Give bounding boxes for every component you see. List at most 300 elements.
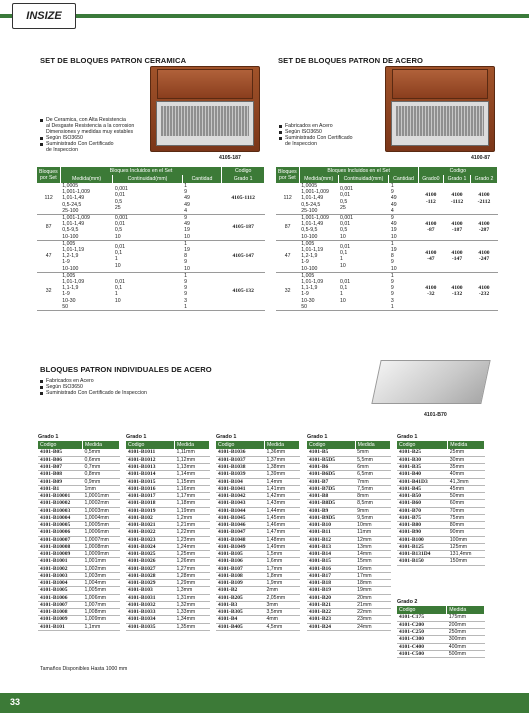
- order-code: 4105-132: [222, 272, 265, 310]
- header-band: [0, 14, 529, 18]
- cell-line: 1: [184, 183, 187, 189]
- table-row: [38, 471, 120, 478]
- cell-line: 9: [184, 285, 187, 292]
- block-code: 4101-B07: [38, 464, 82, 471]
- block-size: 17mm: [355, 572, 390, 579]
- table-row: [307, 623, 391, 630]
- table-row: [216, 594, 300, 601]
- block-code: 4101-B8: [307, 493, 355, 500]
- block-code: 4101-C175: [397, 614, 447, 621]
- table-row: [38, 536, 120, 543]
- cell-line: 9: [390, 189, 394, 196]
- block-code: 4101-B1: [38, 485, 82, 492]
- cell-line: 1,005: [62, 272, 76, 279]
- cell-line: 10-100: [301, 233, 318, 240]
- block-size: 0,6mm: [82, 456, 119, 463]
- block-code: 4101-B1029: [126, 580, 174, 587]
- block-code: 4101-B1022: [126, 529, 174, 536]
- continuity-cell: [338, 215, 389, 241]
- table-row: [126, 456, 210, 463]
- block-size: 250mm: [447, 629, 485, 636]
- cell-line: 4: [184, 207, 187, 214]
- measure-cell: [60, 183, 113, 215]
- table-row: [126, 522, 210, 529]
- cell-line: 9: [390, 279, 394, 286]
- block-size: 1,0009mm: [82, 551, 119, 558]
- measure-cell: [299, 183, 338, 215]
- block-size: 12mm: [355, 536, 390, 543]
- table-row: [38, 522, 120, 529]
- cell-line: 0,01: [114, 221, 126, 228]
- cell-line: 10-100: [62, 233, 79, 240]
- table-row: [126, 485, 210, 492]
- block-code: 4101-B80: [397, 522, 448, 529]
- ceramic-image-code: 4105-187: [219, 155, 241, 161]
- cell-line: 0,01: [340, 279, 351, 286]
- cell-line: 0,001: [114, 186, 128, 193]
- block-code: 4101-B45: [397, 485, 448, 492]
- table-row: [38, 478, 120, 485]
- table-row: [38, 587, 120, 594]
- block-size: 1,7mm: [264, 565, 299, 572]
- table-row: [307, 529, 391, 536]
- block-size: 40mm: [448, 471, 485, 478]
- table-row: [307, 551, 391, 558]
- block-size: 1,32mm: [174, 601, 209, 608]
- gauge-block-table: [397, 606, 485, 658]
- table-row: [38, 558, 120, 565]
- cell-line: 10: [114, 262, 121, 269]
- table-row: [216, 616, 300, 623]
- block-code: 4101-B108: [216, 572, 264, 579]
- table-row: [216, 601, 300, 608]
- table-row: [126, 536, 210, 543]
- order-code: 4100 -132: [444, 272, 471, 310]
- block-size: 14mm: [355, 551, 390, 558]
- block-size: 70mm: [448, 507, 485, 514]
- block-size: 90mm: [448, 529, 485, 536]
- grade-header: Grado 1: [444, 175, 471, 183]
- cell-line: 1-9: [301, 259, 309, 266]
- table-row: [216, 551, 300, 558]
- block-code: 4101-B1026: [126, 558, 174, 565]
- table-row: [38, 543, 120, 550]
- cell-line: 25: [114, 204, 121, 211]
- steel-title: SET DE BLOQUES PATRON DE ACERO: [278, 56, 424, 65]
- cell-line: 0,5-24,5: [62, 201, 82, 208]
- table-row: [38, 456, 120, 463]
- cell-line: 0,5: [340, 198, 348, 205]
- order-code: 4100 -47: [418, 240, 443, 272]
- table-row: [397, 449, 485, 456]
- block-size: 0,7mm: [82, 464, 119, 471]
- block-size: 1mm: [82, 485, 119, 492]
- block-size: 16mm: [355, 565, 390, 572]
- table-row: [216, 478, 300, 485]
- block-size: 1,19mm: [174, 507, 209, 514]
- code-header: Codigo: [307, 441, 355, 449]
- cell-line: 1,005: [62, 240, 76, 247]
- table-row: [216, 623, 300, 630]
- block-size: 1,43mm: [264, 500, 299, 507]
- block-size: 25mm: [448, 449, 485, 456]
- set-count: 47: [37, 240, 60, 272]
- feature-item: de Inspeccion: [46, 147, 79, 154]
- block-code: 4101-B101: [38, 623, 82, 630]
- block-size: 2mm: [264, 587, 299, 594]
- table-row: [397, 650, 485, 657]
- footnote: Tamaños Disponibles Hasta 1000 mm: [40, 666, 128, 672]
- table-row: [216, 507, 300, 514]
- set-count: 87: [37, 215, 60, 241]
- table-row: [126, 500, 210, 507]
- cell-line: 0,01: [340, 221, 351, 228]
- block-code: 4101-B1048: [216, 536, 264, 543]
- block-size: 1,5mm: [264, 551, 299, 558]
- cell-line: 0,001: [114, 215, 128, 222]
- set-row: [276, 272, 498, 310]
- cell-line: 1: [390, 183, 394, 189]
- blocks-per-set-header: Bloques por Set: [37, 167, 60, 183]
- cell-line: 1,005: [301, 272, 315, 279]
- block-code: 4101-B10005: [38, 522, 82, 529]
- table-row: [38, 449, 120, 456]
- block-code: 4101-B205: [216, 594, 264, 601]
- table-row: [126, 616, 210, 623]
- table-row: [38, 464, 120, 471]
- cell-line: 10-100: [301, 265, 318, 272]
- table-row: [126, 551, 210, 558]
- block-size: 400mm: [447, 643, 485, 650]
- block-size: 1,008mm: [82, 609, 119, 616]
- block-size: 175mm: [447, 614, 485, 621]
- table-row: [38, 551, 120, 558]
- table-row: [397, 558, 485, 565]
- block-size: 0,5mm: [82, 449, 119, 456]
- cell-line: 49: [184, 201, 190, 208]
- block-code: 4101-B1007: [38, 601, 82, 608]
- table-row: [216, 449, 300, 456]
- block-code: 4101-B75: [397, 514, 448, 521]
- table-row: [307, 616, 391, 623]
- cell-line: 0,1: [114, 250, 123, 257]
- block-size: 1,25mm: [174, 551, 209, 558]
- block-code: 4101-B10007: [38, 536, 82, 543]
- measure-header: Medida: [447, 606, 485, 614]
- table-row: [216, 485, 300, 492]
- cell-line: 1-9: [62, 259, 70, 266]
- table-row: [126, 609, 210, 616]
- block-code: 4101-B30: [397, 456, 448, 463]
- included-header: Bloques Incluidos en el Set: [60, 167, 222, 175]
- cell-line: 1,01-1,09: [62, 279, 85, 286]
- block-size: 1,28mm: [174, 572, 209, 579]
- table-row: [38, 500, 120, 507]
- table-row: [216, 587, 300, 594]
- block-code: 4101-B09: [38, 478, 82, 485]
- table-row: [38, 507, 120, 514]
- table-row: [397, 464, 485, 471]
- continuity-cell: [113, 183, 182, 215]
- block-size: 1,007mm: [82, 601, 119, 608]
- cell-line: 1: [390, 303, 394, 310]
- cell-line: 0,01: [340, 192, 351, 199]
- cell-line: 49: [184, 195, 190, 202]
- block-size: 1,37mm: [264, 456, 299, 463]
- order-code: 4100 -2112: [470, 183, 497, 215]
- block-size: 20mm: [355, 594, 390, 601]
- block-size: 1,002mm: [82, 565, 119, 572]
- measure-cell: [60, 240, 113, 272]
- cell-line: 1,1-1,9: [62, 285, 79, 292]
- block-size: 1,6mm: [264, 558, 299, 565]
- order-code: 4100 -1112: [444, 183, 471, 215]
- cell-line: 10: [390, 265, 397, 272]
- block-code: 4101-C250: [397, 629, 447, 636]
- block-code: 4101-B3: [216, 601, 264, 608]
- table-row: [38, 616, 120, 623]
- set-count: 32: [276, 272, 299, 310]
- block-code: 4101-B1011: [126, 449, 174, 456]
- block-code: 4101-B1023: [126, 536, 174, 543]
- cell-line: 10: [340, 297, 346, 304]
- cell-line: 0,1: [340, 250, 348, 257]
- block-size: 1,4mm: [264, 478, 299, 485]
- block-code: 4101-B1019: [126, 507, 174, 514]
- cell-line: 1: [114, 256, 118, 263]
- block-size: 7,5mm: [355, 485, 390, 492]
- cell-line: 1: [340, 256, 343, 263]
- table-row: [216, 464, 300, 471]
- block-code: 4101-B1001: [38, 558, 82, 565]
- measure-cell: [60, 215, 113, 241]
- table-row: [216, 536, 300, 543]
- cell-line: 19: [390, 247, 397, 254]
- block-code: 4101-B60: [397, 500, 448, 507]
- table-row: [307, 464, 391, 471]
- block-code: 4101-B10006: [38, 529, 82, 536]
- table-row: [216, 580, 300, 587]
- feature-item: Según ISO3650: [279, 129, 352, 135]
- block-code: 4101-B10008: [38, 543, 82, 550]
- block-code: 4101-B1042: [216, 493, 264, 500]
- block-size: 1,0001mm: [82, 493, 119, 500]
- table-row: [307, 471, 391, 478]
- cell-line: 1,01-1,49: [62, 221, 85, 228]
- block-code: 4101-B1017: [126, 493, 174, 500]
- feature-item: Según ISO3650: [40, 135, 134, 141]
- block-size: 1,0005mm: [82, 522, 119, 529]
- cell-line: 0,01: [340, 243, 351, 250]
- block-size: 1,26mm: [174, 558, 209, 565]
- table-row: [397, 471, 485, 478]
- footer-bar: [0, 693, 529, 713]
- feature-item: Fabricados en Acero: [40, 378, 147, 384]
- block-code: 4101-B1024: [126, 543, 174, 550]
- block-size: 4mm: [264, 616, 299, 623]
- cell-line: 1,001-1,009: [301, 215, 329, 222]
- block-code: 4101-B1034: [126, 616, 174, 623]
- block-code: 4101-B1049: [216, 543, 264, 550]
- feature-item: De Ceramica, con Alta Resistencia: [40, 117, 134, 123]
- block-code: 4101-B1036: [216, 449, 264, 456]
- cell-line: 1: [184, 303, 187, 310]
- code-header: Codigo: [216, 441, 264, 449]
- block-size: 1,48mm: [264, 536, 299, 543]
- block-code: 4101-B4: [216, 616, 264, 623]
- block-code: 4101-B1037: [216, 456, 264, 463]
- table-row: [38, 601, 120, 608]
- block-size: 1,39mm: [264, 471, 299, 478]
- table-row: [307, 587, 391, 594]
- block-size: 1,0006mm: [82, 529, 119, 536]
- table-row: [397, 551, 485, 558]
- table-row: [216, 529, 300, 536]
- table-row: [397, 514, 485, 521]
- quantity-cell: [182, 215, 222, 241]
- cell-line: 10-30: [301, 297, 315, 304]
- grade-header: Grado 1: [222, 175, 265, 183]
- block-size: 1,8mm: [264, 572, 299, 579]
- table-row: [307, 565, 391, 572]
- cell-line: 1: [184, 240, 187, 247]
- block-code: 4101-B13: [307, 543, 355, 550]
- table-row: [126, 478, 210, 485]
- block-code: 4101-B06: [38, 456, 82, 463]
- cell-line: 19: [390, 227, 397, 234]
- cell-line: 49: [390, 221, 397, 228]
- block-size: 1,18mm: [174, 500, 209, 507]
- table-row: [216, 609, 300, 616]
- grade-header: Grado0: [418, 175, 443, 183]
- quantity-cell: [389, 240, 418, 272]
- grade-label: Grado 1: [216, 434, 237, 440]
- block-code: 4101-B1032: [126, 601, 174, 608]
- block-size: 0,8mm: [82, 471, 119, 478]
- table-row: [38, 580, 120, 587]
- cell-line: 1,001-1,009: [62, 189, 90, 196]
- cell-line: 0,5: [114, 198, 123, 205]
- table-row: [126, 601, 210, 608]
- block-size: 1,29mm: [174, 580, 209, 587]
- block-code: 4101-B15: [307, 558, 355, 565]
- feature-item: Fabricados en Acero: [279, 123, 352, 129]
- block-code: 4101-B1012: [126, 456, 174, 463]
- block-code: 4101-B104: [216, 478, 264, 485]
- cell-line: 9: [390, 215, 394, 222]
- set-row: [276, 183, 498, 215]
- cell-line: 25-100: [301, 207, 318, 214]
- block-size: 1,0004mm: [82, 514, 119, 521]
- block-code: 4101-B24: [307, 623, 355, 630]
- insize-logo: INSIZE: [12, 3, 76, 29]
- block-code: 4101-B103: [126, 587, 174, 594]
- cell-line: 1: [340, 291, 343, 298]
- table-row: [38, 485, 120, 492]
- block-code: 4101-B40: [397, 471, 448, 478]
- set-count: 87: [276, 215, 299, 241]
- code-header: Codigo: [38, 441, 82, 449]
- block-size: 500mm: [447, 650, 485, 657]
- cell-line: 9: [184, 259, 187, 266]
- table-row: [126, 507, 210, 514]
- block-code: 4101-B18: [307, 580, 355, 587]
- steel-sets-table: [276, 167, 498, 311]
- block-code: 4101-B1004: [38, 580, 82, 587]
- table-row: [397, 529, 485, 536]
- block-code: 4101-B1035: [126, 623, 174, 630]
- block-size: 1,13mm: [174, 464, 209, 471]
- block-code: 4101-B21: [307, 601, 355, 608]
- block-size: 1,23mm: [174, 536, 209, 543]
- block-size: 1,24mm: [174, 543, 209, 550]
- continuity-cell: [113, 240, 182, 272]
- block-code: 4101-B70: [397, 507, 448, 514]
- order-code: 4100 -187: [444, 215, 471, 241]
- table-row: [397, 522, 485, 529]
- block-code: 4101-B1047: [216, 529, 264, 536]
- order-code: 4100 -87: [418, 215, 443, 241]
- block-size: 24mm: [355, 623, 390, 630]
- block-code: 4101-B1016: [126, 485, 174, 492]
- measure-cell: [299, 272, 338, 310]
- block-size: 41,3mm: [448, 478, 485, 485]
- included-header: Bloques Incluidos en el Set: [299, 167, 418, 175]
- block-size: 1,12mm: [174, 456, 209, 463]
- block-code: 4101-B1014: [126, 471, 174, 478]
- block-code: 4101-B1002: [38, 565, 82, 572]
- cell-line: 3: [390, 297, 394, 304]
- block-size: 15mm: [355, 558, 390, 565]
- block-size: 7mm: [355, 478, 390, 485]
- block-size: 30mm: [448, 456, 485, 463]
- block-size: 9,5mm: [355, 514, 390, 521]
- block-size: 131,4mm: [448, 551, 485, 558]
- block-size: 8mm: [355, 493, 390, 500]
- header-bar: [0, 0, 529, 34]
- order-code: 4100 -147: [444, 240, 471, 272]
- feature-item: de Inspeccion: [285, 141, 318, 148]
- cell-line: 3: [184, 297, 187, 304]
- block-size: 1,001mm: [82, 558, 119, 565]
- table-row: [216, 558, 300, 565]
- table-row: [307, 449, 391, 456]
- block-size: 1,009mm: [82, 616, 119, 623]
- cell-line: 9: [184, 279, 187, 286]
- cell-line: 0,5: [340, 227, 348, 234]
- table-row: [126, 543, 210, 550]
- block-code: 4101-B10002: [38, 500, 82, 507]
- block-code: 4101-B106: [216, 558, 264, 565]
- continuity-header: Continuidad(mm): [338, 175, 389, 183]
- cell-line: 1: [390, 240, 394, 247]
- measure-header: Medida: [82, 441, 119, 449]
- quantity-header: Cantidad: [389, 175, 418, 183]
- block-size: 1,42mm: [264, 493, 299, 500]
- table-row: [126, 623, 210, 630]
- block-size: 1,005mm: [82, 587, 119, 594]
- table-row: [38, 493, 120, 500]
- block-size: 1,004mm: [82, 580, 119, 587]
- cell-line: 0,5: [114, 227, 123, 234]
- block-code: 4101-B10004: [38, 514, 82, 521]
- gauge-block-table: [397, 441, 485, 566]
- cell-line: 49: [390, 195, 397, 202]
- block-code: 4101-B1043: [216, 500, 264, 507]
- page-number: 33: [10, 697, 21, 707]
- cell-line: 1-9: [62, 291, 70, 298]
- table-row: [307, 500, 391, 507]
